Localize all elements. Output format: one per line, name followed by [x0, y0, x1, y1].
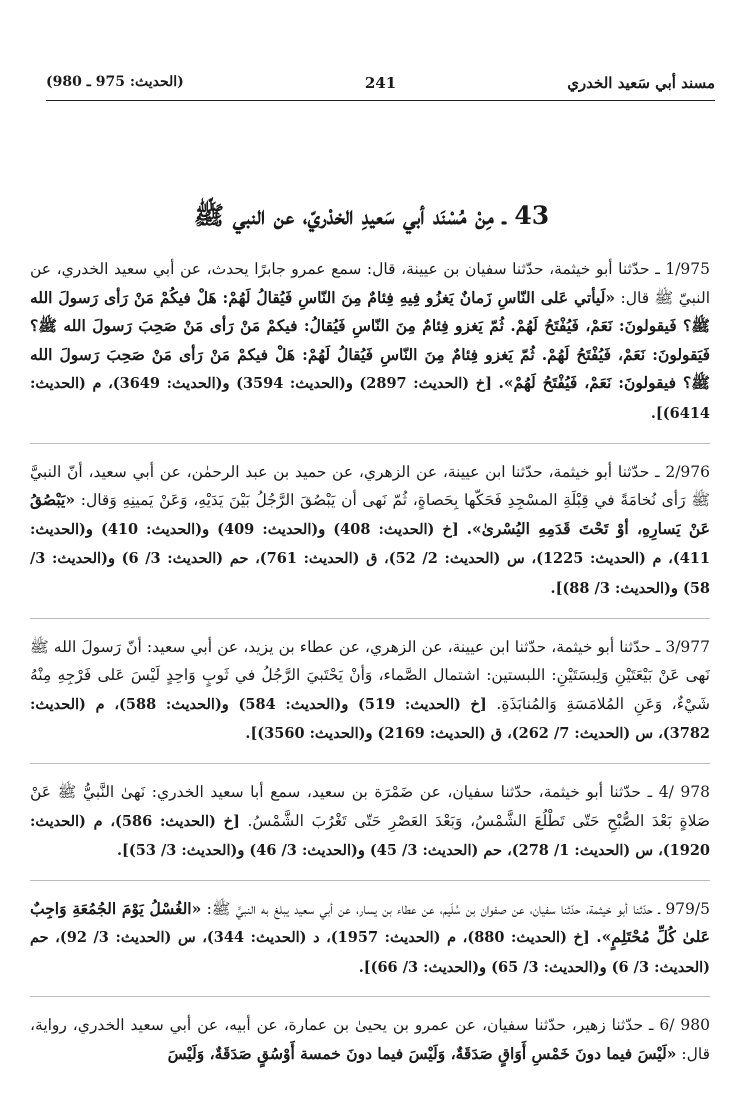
hadith-number: 978	[680, 782, 710, 801]
hadith-text: «يَبْصُقُ عَنْ يَسارِهِ، أوْ تَحْتَ قَدَمِهِ اليُسْرىٰ».	[30, 490, 710, 538]
hadith-number: 2/976	[665, 462, 710, 481]
hadith-entry	[30, 255, 710, 429]
hadith-number: 3/977	[665, 637, 710, 656]
hadith-chain: ـ حدّثنا أبو خيثمة، حدّثنا سفيان بن عيينة، قال: سمع عمرو جابرًا يحدث، عن أبي سعيد الخدري، عن النبيّ ﷺ قال:	[30, 260, 710, 307]
hadith-references: [خ (الحديث: 519) و(الحديث: 584) و(الحديث: 588)، م (الحديث: 3782)، س (الحديث: 7/ 262)، ق (الحديث: 2169) و(الحديث: 3560)].	[30, 695, 710, 743]
header-book-title: مسند أبي سَعيد الخدري	[567, 74, 715, 92]
header-page-number: 241	[364, 74, 397, 92]
hadith-list	[30, 255, 710, 1084]
separator	[30, 443, 710, 444]
hadith-entry	[30, 895, 710, 983]
hadith-number: 980	[680, 1016, 710, 1035]
running-header	[46, 68, 715, 100]
hadith-entry	[30, 458, 710, 604]
hadith-text: «الغُسْلُ يَوْمَ الجُمُعَةِ وَاجِبٌ عَلىٰ كُلِّ مُحْتَلِمٍ».	[30, 898, 710, 947]
hadith-entry	[30, 633, 710, 749]
hadith-text: «لَيأتي عَلى النّاسِ زَمانٌ يَغزُو فِيهِ فِئامٌ مِنَ النّاسِ فَيُقالُ لَهُمْ: هَلْ فيكُمْ مَنْ رَأى رَسولَ الله ﷺ؟ فَيقولونَ: نَعَمْ، فَيُفْتَحُ لَهُمْ. ثُمّ يَغزو فِئامٌ مِنَ النّاسِ فَيُقالُ: فيكمْ مَنْ رَأى مَنْ صَحِبَ رَسولَ الله ﷺ؟ فَيَقولونَ: نَعَمْ، فَيُفْتَحُ لَهُمْ. ثُمّ يَغزو فِئامٌ مِنَ النّاسِ فَيُقالُ لَهُمْ: هَلْ فيكمْ مَنْ رَأى مَنْ صَحِبَ رَسولَ الله ﷺ؟ فيقولونَ: نَعَمْ، فَيُفْتَحُ لَهُمْ».	[30, 287, 710, 393]
chapter-title: 43 ـ مِنْ مُسْنَد أبي سَعيدِ الخدْريّ، عن النبي ﷺ	[193, 201, 550, 230]
hadith-entry	[30, 778, 710, 866]
hadith-chain: ـ حدّثنا أبو خيثمة، حدّثنا سفيان، عن صفوان بن سُلَيم، عن عطاء بن يسار، عن أبي سعيد يبلغ به النبيَّ ﷺ:	[206, 899, 661, 918]
hadith-references: [خ (الحديث: 408) و(الحديث: 409) و(الحديث: 410) و(الحديث: 411)، م (الحديث: 1225)، س (الحديث: 2/ 52)، ق (الحديث: 761)، حم (الحديث: 3/ 6) و(الحديث: 3/ 58) و(الحديث: 3/ 88)].	[30, 520, 710, 597]
hadith-chain: ـ حدّثنا أبو خيثمة، حدّثنا ابن عيينة، عن الزهري، عن حميد بن عبد الرحمٰن، عن أبي سعيد، أنّ النبيَّ ﷺ رَأى نُخامَةً في قِبْلَةِ المسْجِدِ فَحَكّها بِحَصاةٍ، ثُمّ نَهى أن يَبْصُقَ الرَّجُلُ بَيْنَ يَدَيْهِ، وَعَنْ يَمينِهِ وَقال:	[30, 462, 710, 510]
separator	[30, 996, 710, 997]
hadith-chain: ـ حدّثنا أبو خيثمة، حدّثنا ابن عيينة، عن الزهري، عن عطاء بن يزيد، عن أبي سعيد: أنّ رَسولَ الله ﷺ نَهى عَنْ بَيْعَتَيْنِ وَلِبسَتَيْنِ: اللبستين: اشتمال الصَّماء، وَأنْ يَحْتَبيَ الرَّجُلُ في ثَوبٍ وَاحِدٍ لَيْسَ عَلى فَرْجِهِ مِنْهُ شَيْءٌ، وَعَنِ المُلامَسَةِ وَالمُنابَذَةِ.	[30, 637, 710, 713]
separator	[30, 880, 710, 881]
separator	[30, 763, 710, 764]
hadith-entry	[30, 1011, 710, 1069]
hadith-chain: /6 ـ حدّثنا زهير، حدّثنا سفيان، عن عمرو بن يحيىٰ بن عمارة، عن أبيه، عن أبي سعيد الخدري، رواية، قال:	[30, 1016, 710, 1064]
hadith-references: [خ (الحديث: 880)، م (الحديث: 1957)، د (الحديث: 344)، س (الحديث: 3/ 92)، حم (الحديث: 3/ 6) و(الحديث: 3/ 65) و(الحديث: 3/ 66)].	[30, 929, 710, 976]
hadith-text: «لَيْسَ فيما دونَ خَمْسِ أَوَاقٍ صَدَقَةٌ، وَلَيْسَ فيما دونَ خمسة أَوْسُقٍ صَدَقَةٌ، وَلَيْسَ	[167, 1044, 677, 1064]
header-rule	[46, 100, 715, 101]
separator	[30, 618, 710, 619]
hadith-references: [خ (الحديث: 586)، م (الحديث: 1920)، س (الحديث: 1/ 278)، حم (الحديث: 3/ 45) و(الحديث: 3/ 46) و(الحديث: 3/ 53)].	[30, 812, 710, 860]
hadith-number: 979/5	[665, 899, 710, 918]
header-hadith-range: (الحديث: 975 ـ 980)	[46, 74, 184, 90]
hadith-number: 1/975	[665, 260, 710, 278]
hadith-references: [خ (الحديث: 2897) و(الحديث: 3594) و(الحديث: 3649)، م (الحديث: 6414)].	[30, 375, 710, 422]
hadith-chain: /4 ـ حدّثنا أبو خيثمة، حدّثنا سفيان، عن ضَمْرَة بن سعيد، سمع أبا سعيد الخدري: نَهىٰ النَّبيُّ ﷺ عَنْ صَلاةٍ بَعْدَ الصُّبْحِ حَتّى تَطْلُعَ الشَّمْسُ، وَبَعْدَ العَصْرِ حَتّى تَغْرُبَ الشَّمْسُ.	[30, 782, 710, 830]
